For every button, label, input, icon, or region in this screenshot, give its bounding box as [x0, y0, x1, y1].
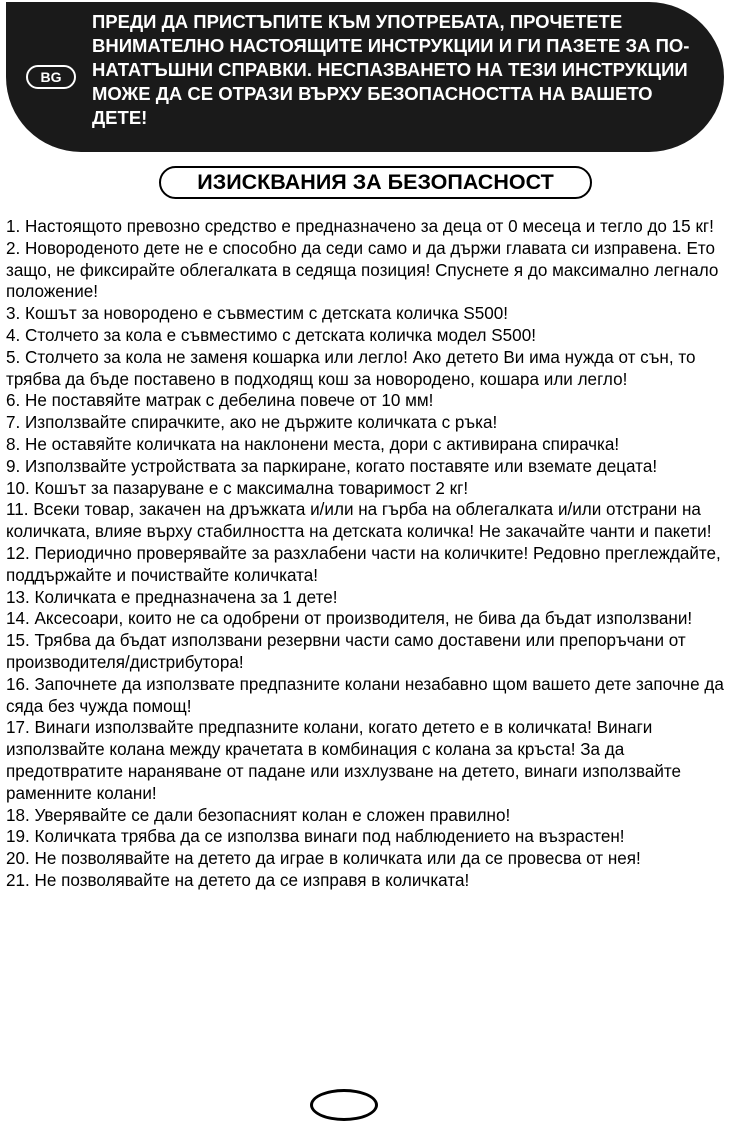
list-item: 11. Всеки товар, закачен на дръжката и/или на гърба на облегалката и/или отстрани на количката, влияе върху стабилността на детската количка! Не закачайте чанти и пакети!: [6, 500, 712, 542]
list-item: 6. Не поставяйте матрак с дебелина повече от 10 мм!: [6, 391, 434, 411]
list-item: 15. Трябва да бъдат използвани резервни части само доставени или препоръчани от производителя/дистрибутора!: [6, 631, 686, 672]
list-item: 14. Аксесоари, които не са одобрени от производителя, не бива да бъдат използвани!: [6, 609, 693, 629]
list-item: 10. Кошът за пазаруване е с максимална товаримост 2 кг!: [6, 478, 469, 498]
safety-list: [6, 216, 726, 892]
list-item: 5. Столчето за кола не заменя кошарка или легло! Ако детето Ви има нужда от сън, то трябва да бъде поставено в подходящ кош за новородено, кошара или легло!: [6, 347, 696, 389]
list-item: 2. Новороденото дете не е способно да седи само и да държи главата си изправена. Ето защо, не фиксирайте облегалката в седяща позиция! Спуснете я до максимално легнало положение!: [6, 238, 719, 302]
language-badge: BG: [26, 65, 76, 89]
list-item: 12. Периодично проверявайте за разхлабени части на количките! Редовно преглеждайте, поддържайте и почиствайте количката!: [6, 543, 721, 585]
warning-text: ПРЕДИ ДА ПРИСТЪПИТЕ КЪМ УПОТРЕБАТА, ПРОЧЕТЕТЕ ВНИМАТЕЛНО НАСТОЯЩИТЕ ИНСТРУКЦИИ И ГИ ПАЗЕТЕ ЗА ПО-НАТАТЪШНИ СПРАВКИ. НЕСПАЗВАНЕТО НА ТЕЗИ ИНСТРУКЦИИ МОЖЕ ДА СЕ ОТРАЗИ ВЪРХУ БЕЗОПАСНОСТТА НА ВАШЕТО ДЕТЕ!: [92, 11, 690, 128]
section-title: ИЗИСКВАНИЯ ЗА БЕЗОПАСНОСТ: [159, 166, 592, 199]
list-item: 13. Количката е предназначена за 1 дете!: [6, 587, 338, 607]
list-item: 4. Столчето за кола е съвместимо с детската количка модел S500!: [6, 325, 536, 345]
list-item: 21. Не позволявайте на детето да се изправя в количката!: [6, 870, 470, 890]
list-item: 17. Винаги използвайте предпазните колани, когато детето е в количката! Винаги използвайте колана между крачетата в комбинация с колана за кръста! За да предотвратите нараняване от падане или изхлузване на детето, винаги използвайте раменните колани!: [6, 718, 682, 803]
list-item: 19. Количката трябва да се използва винаги под наблюдението на възрастен!: [6, 827, 625, 847]
list-item: 8. Не оставяйте количката на наклонени места, дори с активирана спирачка!: [6, 434, 620, 454]
list-item: 9. Използвайте устройствата за паркиране, когато поставяте или вземате децата!: [6, 456, 658, 476]
list-item: 1. Настоящото превозно средство е предназначено за деца от 0 месеца и тегло до 15 кг!: [6, 217, 714, 236]
list-item: 16. Започнете да използвате предпазните колани незабавно щом вашето дете започне да сяда без чужда помощ!: [6, 674, 724, 716]
list-item: 18. Уверявайте се дали безопасният колан е сложен правилно!: [6, 805, 511, 825]
list-item: 7. Използвайте спирачките, ако не държите количката с ръка!: [6, 413, 498, 433]
page-number-oval: [310, 1089, 378, 1121]
list-item: 20. Не позволявайте на детето да играе в количката или да се провесва от нея!: [6, 849, 641, 869]
list-item: 3. Кошът за новородено е съвместим с детската количка S500!: [6, 304, 509, 324]
warning-banner: [6, 2, 724, 152]
